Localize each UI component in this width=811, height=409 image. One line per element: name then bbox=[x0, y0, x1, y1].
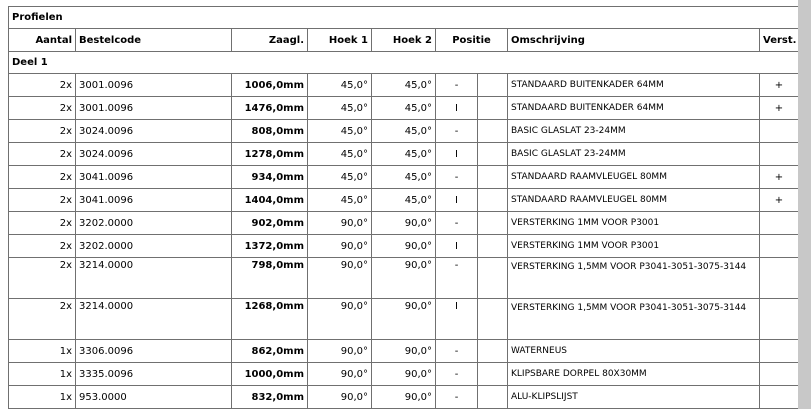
cell-hoek-2: 45,0° bbox=[372, 97, 436, 120]
profielen-table bbox=[8, 6, 798, 409]
cell-verst: + bbox=[760, 166, 799, 189]
cell-hoek-2: 45,0° bbox=[372, 189, 436, 212]
cell-bestelcode: 3024.0096 bbox=[76, 120, 232, 143]
cell-zaaglengte: 1476,0mm bbox=[232, 97, 308, 120]
cell-hoek-2: 90,0° bbox=[372, 235, 436, 258]
cell-aantal: 2x bbox=[9, 189, 76, 212]
cell-bestelcode: 3335.0096 bbox=[76, 363, 232, 386]
cell-omschrijving: BASIC GLASLAT 23-24MM bbox=[508, 143, 760, 166]
table-row bbox=[9, 143, 799, 166]
cell-omschrijving: VERSTERKING 1MM VOOR P3001 bbox=[508, 212, 760, 235]
cell-omschrijving: STANDAARD RAAMVLEUGEL 80MM bbox=[508, 166, 760, 189]
table-row bbox=[9, 97, 799, 120]
cell-omschrijving: STANDAARD BUITENKADER 64MM bbox=[508, 74, 760, 97]
cell-verst: + bbox=[760, 97, 799, 120]
cell-aantal: 1x bbox=[9, 340, 76, 363]
group-row bbox=[9, 52, 799, 74]
table-title-row bbox=[9, 7, 799, 29]
cell-hoek-2: 45,0° bbox=[372, 143, 436, 166]
cell-blank bbox=[478, 386, 508, 409]
cell-blank bbox=[478, 212, 508, 235]
cell-bestelcode: 953.0000 bbox=[76, 386, 232, 409]
table-row bbox=[9, 386, 799, 409]
cell-positie: - bbox=[436, 74, 478, 97]
table-row bbox=[9, 258, 799, 299]
table-title: Profielen bbox=[9, 7, 799, 29]
cell-positie: I bbox=[436, 189, 478, 212]
table-row bbox=[9, 299, 799, 340]
cell-positie: - bbox=[436, 120, 478, 143]
cell-verst bbox=[760, 299, 799, 340]
cell-blank bbox=[478, 74, 508, 97]
cell-bestelcode: 3214.0000 bbox=[76, 299, 232, 340]
header-hoek-1: Hoek 1 bbox=[308, 29, 372, 52]
cell-bestelcode: 3306.0096 bbox=[76, 340, 232, 363]
cell-hoek-1: 90,0° bbox=[308, 363, 372, 386]
cell-bestelcode: 3001.0096 bbox=[76, 74, 232, 97]
cell-omschrijving: WATERNEUS bbox=[508, 340, 760, 363]
cell-blank bbox=[478, 120, 508, 143]
cell-aantal: 2x bbox=[9, 299, 76, 340]
cell-zaaglengte: 1278,0mm bbox=[232, 143, 308, 166]
cell-zaaglengte: 1268,0mm bbox=[232, 299, 308, 340]
cell-zaaglengte: 808,0mm bbox=[232, 120, 308, 143]
cell-verst bbox=[760, 143, 799, 166]
cell-zaaglengte: 1000,0mm bbox=[232, 363, 308, 386]
cell-verst bbox=[760, 120, 799, 143]
cell-bestelcode: 3202.0000 bbox=[76, 235, 232, 258]
cell-zaaglengte: 862,0mm bbox=[232, 340, 308, 363]
cell-omschrijving: STANDAARD RAAMVLEUGEL 80MM bbox=[508, 189, 760, 212]
cell-hoek-2: 45,0° bbox=[372, 120, 436, 143]
cell-blank bbox=[478, 363, 508, 386]
cell-verst: + bbox=[760, 74, 799, 97]
window-edge bbox=[798, 0, 811, 409]
profielen-sheet bbox=[8, 6, 798, 409]
cell-positie: - bbox=[436, 386, 478, 409]
cell-positie: I bbox=[436, 235, 478, 258]
cell-blank bbox=[478, 97, 508, 120]
cell-hoek-1: 90,0° bbox=[308, 386, 372, 409]
header-positie: Positie bbox=[436, 29, 508, 52]
cell-hoek-2: 45,0° bbox=[372, 74, 436, 97]
cell-blank bbox=[478, 189, 508, 212]
cell-blank bbox=[478, 235, 508, 258]
cell-hoek-1: 90,0° bbox=[308, 299, 372, 340]
cell-hoek-2: 90,0° bbox=[372, 212, 436, 235]
cell-verst bbox=[760, 212, 799, 235]
cell-aantal: 2x bbox=[9, 74, 76, 97]
cell-verst bbox=[760, 386, 799, 409]
table-row bbox=[9, 340, 799, 363]
cell-hoek-1: 45,0° bbox=[308, 74, 372, 97]
cell-zaaglengte: 934,0mm bbox=[232, 166, 308, 189]
cell-positie: - bbox=[436, 212, 478, 235]
cell-verst bbox=[760, 258, 799, 299]
cell-bestelcode: 3214.0000 bbox=[76, 258, 232, 299]
cell-zaaglengte: 902,0mm bbox=[232, 212, 308, 235]
header-omschrijving: Omschrijving bbox=[508, 29, 760, 52]
table-row bbox=[9, 120, 799, 143]
cell-aantal: 2x bbox=[9, 166, 76, 189]
cell-verst bbox=[760, 235, 799, 258]
cell-omschrijving: VERSTERKING 1,5MM VOOR P3041-3051-3075-3144 bbox=[508, 299, 760, 340]
header-bestelcode: Bestelcode bbox=[76, 29, 232, 52]
cell-omschrijving: STANDAARD BUITENKADER 64MM bbox=[508, 97, 760, 120]
cell-hoek-1: 90,0° bbox=[308, 212, 372, 235]
cell-bestelcode: 3041.0096 bbox=[76, 166, 232, 189]
cell-zaaglengte: 798,0mm bbox=[232, 258, 308, 299]
header-row bbox=[9, 29, 799, 52]
cell-omschrijving: VERSTERKING 1,5MM VOOR P3041-3051-3075-3144 bbox=[508, 258, 760, 299]
cell-verst: + bbox=[760, 189, 799, 212]
cell-bestelcode: 3001.0096 bbox=[76, 97, 232, 120]
cell-verst bbox=[760, 363, 799, 386]
cell-positie: - bbox=[436, 340, 478, 363]
cell-blank bbox=[478, 143, 508, 166]
table-row bbox=[9, 235, 799, 258]
cell-hoek-2: 90,0° bbox=[372, 258, 436, 299]
cell-bestelcode: 3202.0000 bbox=[76, 212, 232, 235]
cell-hoek-1: 45,0° bbox=[308, 120, 372, 143]
cell-verst bbox=[760, 340, 799, 363]
cell-aantal: 1x bbox=[9, 363, 76, 386]
cell-hoek-2: 90,0° bbox=[372, 299, 436, 340]
cell-aantal: 2x bbox=[9, 258, 76, 299]
cell-blank bbox=[478, 258, 508, 299]
cell-blank bbox=[478, 299, 508, 340]
cell-blank bbox=[478, 166, 508, 189]
header-zaaglengte: Zaagl. bbox=[232, 29, 308, 52]
cell-omschrijving: ALU-KLIPSLIJST bbox=[508, 386, 760, 409]
cell-blank bbox=[478, 340, 508, 363]
cell-hoek-2: 90,0° bbox=[372, 363, 436, 386]
cell-zaaglengte: 1006,0mm bbox=[232, 74, 308, 97]
header-aantal: Aantal bbox=[9, 29, 76, 52]
cell-positie: - bbox=[436, 363, 478, 386]
cell-hoek-1: 45,0° bbox=[308, 97, 372, 120]
cell-hoek-1: 45,0° bbox=[308, 189, 372, 212]
cell-hoek-2: 90,0° bbox=[372, 340, 436, 363]
cell-positie: I bbox=[436, 299, 478, 340]
cell-hoek-1: 90,0° bbox=[308, 258, 372, 299]
table-row bbox=[9, 74, 799, 97]
cell-hoek-1: 45,0° bbox=[308, 166, 372, 189]
cell-positie: - bbox=[436, 258, 478, 299]
header-verst: Verst. bbox=[760, 29, 799, 52]
table-row bbox=[9, 189, 799, 212]
cell-aantal: 1x bbox=[9, 386, 76, 409]
header-hoek-2: Hoek 2 bbox=[372, 29, 436, 52]
cell-omschrijving: BASIC GLASLAT 23-24MM bbox=[508, 120, 760, 143]
cell-bestelcode: 3041.0096 bbox=[76, 189, 232, 212]
table-row bbox=[9, 212, 799, 235]
cell-aantal: 2x bbox=[9, 120, 76, 143]
table-row bbox=[9, 363, 799, 386]
cell-zaaglengte: 1404,0mm bbox=[232, 189, 308, 212]
cell-aantal: 2x bbox=[9, 235, 76, 258]
cell-bestelcode: 3024.0096 bbox=[76, 143, 232, 166]
cell-positie: - bbox=[436, 166, 478, 189]
cell-aantal: 2x bbox=[9, 212, 76, 235]
cell-hoek-2: 90,0° bbox=[372, 386, 436, 409]
table-row bbox=[9, 166, 799, 189]
cell-hoek-1: 45,0° bbox=[308, 143, 372, 166]
cell-omschrijving: VERSTERKING 1MM VOOR P3001 bbox=[508, 235, 760, 258]
cell-aantal: 2x bbox=[9, 143, 76, 166]
cell-hoek-2: 45,0° bbox=[372, 166, 436, 189]
cell-positie: I bbox=[436, 143, 478, 166]
cell-zaaglengte: 1372,0mm bbox=[232, 235, 308, 258]
cell-positie: I bbox=[436, 97, 478, 120]
cell-hoek-1: 90,0° bbox=[308, 235, 372, 258]
cell-hoek-1: 90,0° bbox=[308, 340, 372, 363]
cell-aantal: 2x bbox=[9, 97, 76, 120]
group-label: Deel 1 bbox=[9, 52, 799, 74]
cell-omschrijving: KLIPSBARE DORPEL 80X30MM bbox=[508, 363, 760, 386]
cell-zaaglengte: 832,0mm bbox=[232, 386, 308, 409]
